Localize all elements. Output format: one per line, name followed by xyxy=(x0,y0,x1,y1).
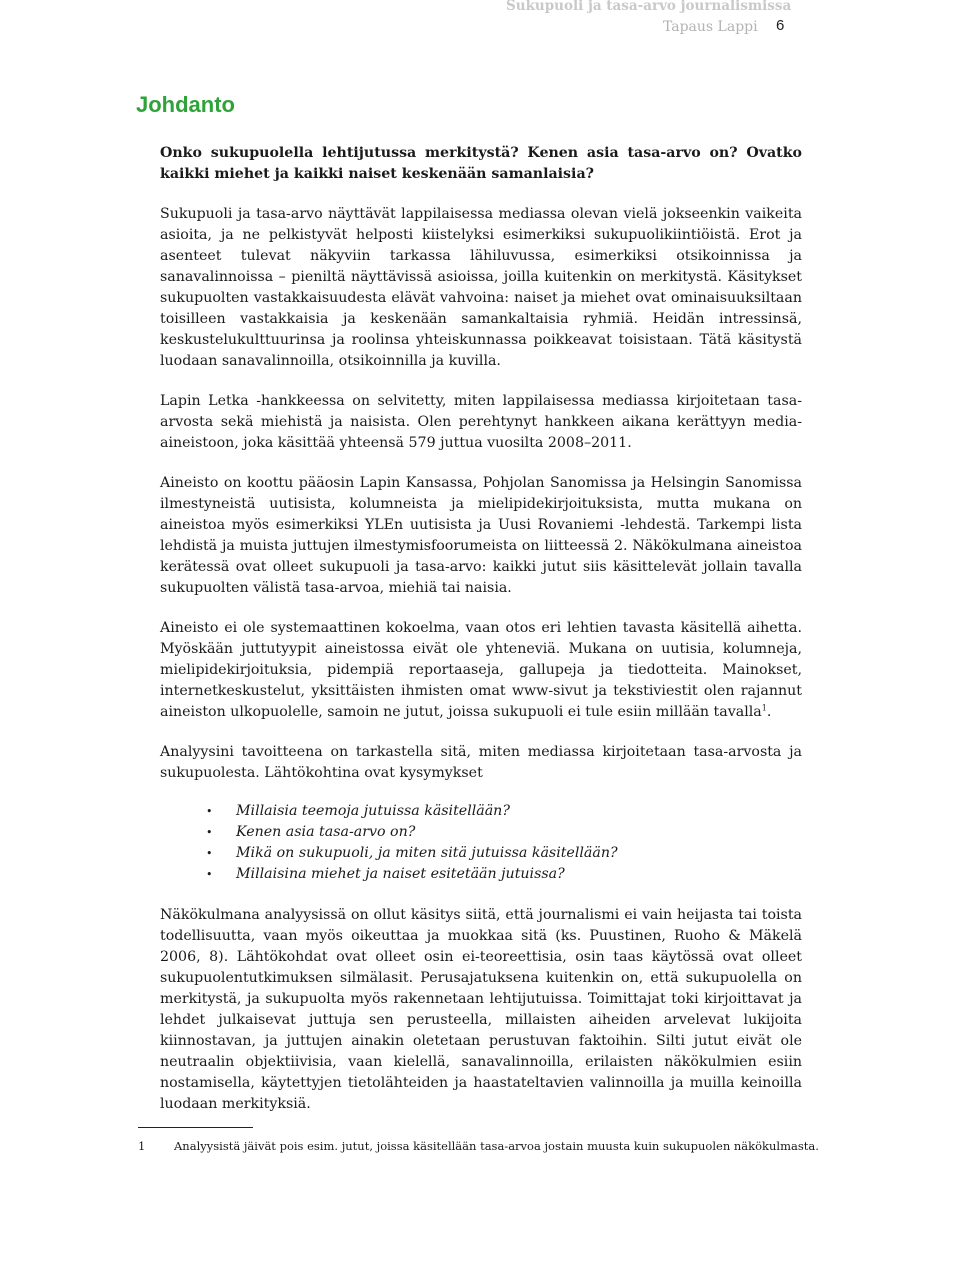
list-item xyxy=(160,822,802,843)
chapter-title: Johdanto xyxy=(136,92,235,117)
question-text: Millaisina miehet ja naiset esitetään jutuissa? xyxy=(236,866,565,882)
body-text xyxy=(160,143,802,1134)
bullet: • xyxy=(206,847,213,860)
question-text: Kenen asia tasa-arvo on? xyxy=(236,824,416,840)
paragraph-closing: Näkökulmana analyysissä on ollut käsitys siitä, että journalismi ei vain heijasta tai toista todellisuutta, vaan myös oikeuttaa ja muokkaa sitä (ks. Puustinen, Ruoho & Mäkelä 2006, 8). Lähtökohdat ovat olleet osin ei-teoreettisia, osin taas käytössä ovat olleet sukupuolentutkimuksen silmälasit. Perusajatuksena kuitenkin on, että sukupuolella on merkitystä, ja sukupuolta myös rakennetaan lehtijutuissa. Toimittajat toki kirjoittavat ja lehdet julkaisevat juttuja sen perusteella, millaisten aiheiden arvelevat lukijoita kiinnostavan, ja juttujen ainakin oletetaan perustuvan faktoihin. Silti jutut eivät ole neutraalin objektiivisia, vaan kielellä, sanavalinnoilla, erilaisten näkökulmien esiin nostamisella, käytettyjen tietolähteiden ja haastateltavien valinnoilla ja muilla keinoilla luodaan merkityksiä. xyxy=(160,907,802,1112)
lead-paragraph: Onko sukupuolella lehtijutussa merkitystä? Kenen asia tasa-arvo on? Ovatko kaikki miehet ja kaikki naiset keskenään samanlaisia? xyxy=(160,145,802,182)
running-author: Tapaus Lappi xyxy=(663,19,758,35)
footnote-divider xyxy=(138,1127,253,1128)
paragraph-3: Aineisto on koottu pääosin Lapin Kansassa, Pohjolan Sanomissa ja Helsingin Sanomissa ilmestyneistä uutisista, kolumneista ja mielipidekirjoituksista, mutta mukana on aineistoa myös esimerkiksi YLEn uutisista ja Uusi Rovaniemi -lehdestä. Tarkempi lista lehdistä ja muista juttujen ilmestymisfoorumeista on liitteessä 2. Näkökulmana aineistoa kerätessä ovat olleet sukupuoli ja tasa-arvo: kaikki jutut siis käsittelevät jollain tavalla sukupuolten välistä tasa-arvoa, miehiä tai naisia. xyxy=(160,475,802,596)
paragraph-1: Sukupuoli ja tasa-arvo näyttävät lappilaisessa mediassa olevan vielä jokseenkin vaikeita asioita, ja ne pelkistyvät helposti kiistelyksi esimerkiksi sukupuolikiintiöistä. Erot ja asenteet tulevat näkyviin tarkassa lähiluvussa, esimerkiksi otsikoinnissa ja sanavalinnoissa – pieniltä näyttävissä asioissa, joilla kuitenkin on merkitystä. Käsitykset sukupuolten vastakkaisuudesta elävät vahvoina: naiset ja miehet ovat ominaisuuksiltaan toisilleen vastakkaisia ja keskenään samankaltaisia ryhmiä. Heidän intressinsä, keskustelukulttuurinsa ja roolinsa yhteiskunnassa poikkeavat toisistaan. Tätä käsitystä luodaan sanavalinnoilla, otsikoinnilla ja kuvilla. xyxy=(160,206,802,369)
bullet: • xyxy=(206,805,213,818)
bullet: • xyxy=(206,868,213,881)
footnote-marker[interactable]: 1 xyxy=(761,703,767,713)
footnote-number: 1 xyxy=(138,1139,146,1153)
bullet: • xyxy=(206,826,213,839)
list-item xyxy=(160,864,802,885)
footnote-text: Analyysistä jäivät pois esim. jutut, joissa käsitellään tasa-arvoa jostain muusta kuin sukupuolen näkökulmasta. xyxy=(174,1139,819,1153)
list-item xyxy=(160,801,802,822)
footnote xyxy=(138,1138,838,1154)
paragraph-2: Lapin Letka -hankkeessa on selvitetty, miten lappilaisessa mediassa kirjoitetaan tasa-arvosta sekä miehistä ja naisista. Olen perehtynyt hankkeen aikana kerättyyn media-aineistoon, joka käsittää yhteensä 579 juttua vuosilta 2008–2011. xyxy=(160,393,802,451)
question-text: Mikä on sukupuoli, ja miten sitä jutuissa käsitellään? xyxy=(236,845,618,861)
research-questions-list xyxy=(160,801,802,885)
paragraph-4-end: . xyxy=(766,704,772,720)
running-title: Sukupuoli ja tasa-arvo journalismissa xyxy=(506,0,792,14)
question-text: Millaisia teemoja jutuissa käsitellään? xyxy=(236,803,510,819)
list-item xyxy=(160,843,802,864)
paragraph-4-text: Aineisto ei ole systemaattinen kokoelma, vaan otos eri lehtien tavasta käsitellä aihetta. Myöskään juttutyypit aineistossa eivät ole yhteneviä. Mukana on uutisia, kolumneja, mielipidekirjoituksia, pidempiä reportaaseja, gallupeja ja tiedotteita. Mainokset, internetkeskustelut, yksittäisten ihmisten omat www-sivut ja tekstiviestit olen rajannut aineiston ulkopuolelle, samoin ne jutut, joissa sukupuoli ei tule esiin millään tavalla xyxy=(160,620,802,720)
page-number: 6 xyxy=(776,17,785,34)
paragraph-4 xyxy=(160,618,802,723)
paragraph-questions-intro: Analyysini tavoitteena on tarkastella sitä, miten mediassa kirjoitetaan tasa-arvosta ja sukupuolesta. Lähtökohtina ovat kysymykset xyxy=(160,744,802,781)
